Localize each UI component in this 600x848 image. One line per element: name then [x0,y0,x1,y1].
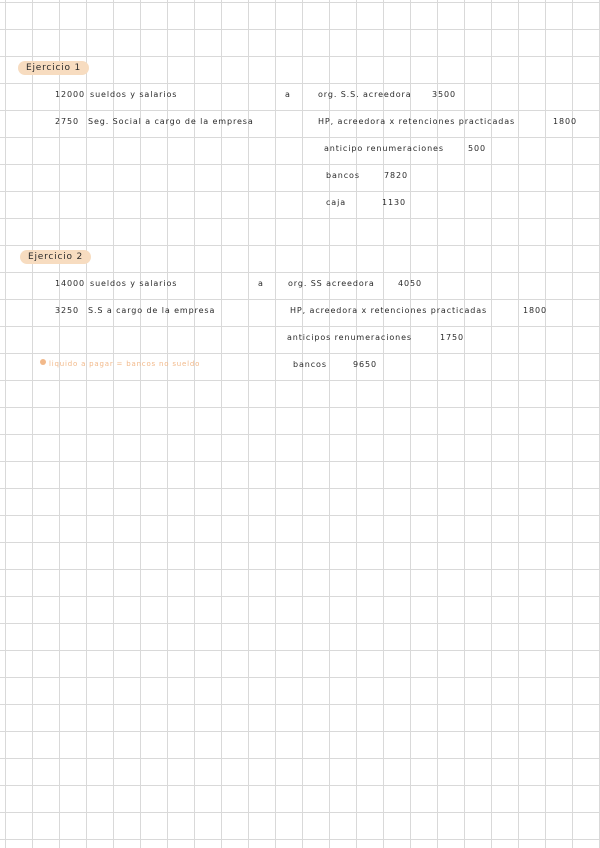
e2-debe-1-account: sueldos y salarios [90,279,178,288]
e1-haber-2-account: HP, acreedora x retenciones practicadas [318,117,516,126]
e2-debe-2-account: S.S a cargo de la empresa [88,306,216,315]
e2-debe-2-amount: 3250 [55,306,79,315]
e1-debe-2-amount: 2750 [55,117,79,126]
e1-haber-4-amount: 7820 [384,171,408,180]
e2-haber-3-amount: 1750 [440,333,464,342]
e1-haber-3-amount: 500 [468,144,486,153]
e1-haber-3-account: anticipo renumeraciones [324,144,444,153]
e1-haber-4-account: bancos [326,171,360,180]
ejercicio-1-heading: Ejercicio 1 [18,61,89,75]
e1-connector: a [285,90,291,99]
e2-haber-3-account: anticipos renumeraciones [287,333,412,342]
e1-haber-2-amount: 1800 [553,117,577,126]
e2-note [40,359,200,368]
e2-note-text: liquido a pagar = bancos no sueldo [49,360,201,368]
e2-haber-2-account: HP, acreedora x retenciones practicadas [290,306,488,315]
e2-haber-1-amount: 4050 [398,279,422,288]
e2-haber-2-amount: 1800 [523,306,547,315]
e2-haber-4-account: bancos [293,360,327,369]
e2-haber-4-amount: 9650 [353,360,377,369]
e1-haber-1-amount: 3500 [432,90,456,99]
bullet-dot-icon [40,359,46,365]
e1-debe-1-account: sueldos y salarios [90,90,178,99]
e1-haber-5-amount: 1130 [382,198,406,207]
e1-debe-1-amount: 12000 [55,90,85,99]
e2-haber-1-account: org. SS acreedora [288,279,375,288]
e1-debe-2-account: Seg. Social a cargo de la empresa [88,117,254,126]
e1-haber-1-account: org. S.S. acreedora [318,90,412,99]
e2-connector: a [258,279,264,288]
ejercicio-2-heading: Ejercicio 2 [20,250,91,264]
e2-debe-1-amount: 14000 [55,279,85,288]
e1-haber-5-account: caja [326,198,347,207]
